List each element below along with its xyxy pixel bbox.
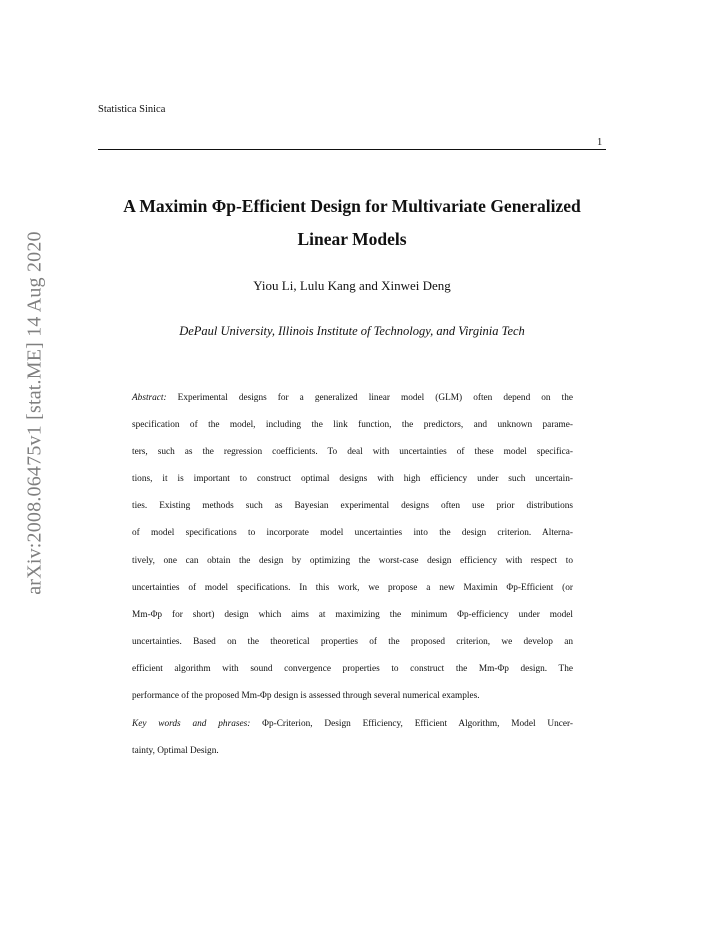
paper-title: A Maximin Φp-Efficient Design for Multivariate Generalized Linear Models <box>123 196 581 249</box>
keywords-line-2: tainty, Optimal Design. <box>132 746 219 757</box>
abstract-line: tions, it is important to construct optimal designs with high efficiency under such uncertain- <box>132 474 573 485</box>
paper-affiliation: DePaul University, Illinois Institute of Technology, and Virginia Tech <box>179 324 525 338</box>
abstract-block <box>132 385 573 765</box>
keywords-block <box>132 711 573 765</box>
abstract-line-last: performance of the proposed Mm-Φp design is assessed through several numerical examples. <box>132 691 480 702</box>
abstract-line: tively, one can obtain the design by optimizing the worst-case design efficiency with respect to <box>132 555 573 566</box>
keywords-label: Key words and phrases: <box>132 719 251 730</box>
page-number: 1 <box>597 137 603 148</box>
abstract-line: uncertainties. Based on the theoretical properties of the proposed criterion, we develop an <box>132 636 573 647</box>
abstract-line: uncertainties of model specifications. In this work, we propose a new Maximin Φp-Efficient (or <box>132 582 573 593</box>
header-rule <box>98 149 606 150</box>
journal-name: Statistica Sinica <box>98 104 166 115</box>
abstract-line: ters, such as the regression coefficients. To deal with uncertainties of these model specifica- <box>132 447 573 458</box>
abstract-line: Mm-Φp for short) design which aims at maximizing the minimum Φp-efficiency under model <box>132 609 573 620</box>
abstract-line-1 <box>132 385 573 412</box>
abstract-line: specification of the model, including the link function, the predictors, and unknown parame- <box>132 420 573 431</box>
arxiv-side-stamp: arXiv:2008.06475v1 [stat.ME] 14 Aug 2020 <box>23 231 46 595</box>
abstract-line: of model specifications to incorporate model uncertainties into the design criterion. Alterna- <box>132 528 573 539</box>
abstract-line: efficient algorithm with sound convergence properties to construct the Mm-Φp design. The <box>132 663 573 674</box>
abstract-text: Experimental designs for a generalized linear model (GLM) often depend on the <box>177 393 573 403</box>
keywords-text: Φp-Criterion, Design Efficiency, Efficient Algorithm, Model Uncer- <box>262 719 573 730</box>
abstract-line: ties. Existing methods such as Bayesian experimental designs often use prior distributions <box>132 501 573 512</box>
paper-authors: Yiou Li, Lulu Kang and Xinwei Deng <box>253 278 451 293</box>
keywords-line-1 <box>132 711 573 738</box>
abstract-label: Abstract: <box>132 393 167 403</box>
